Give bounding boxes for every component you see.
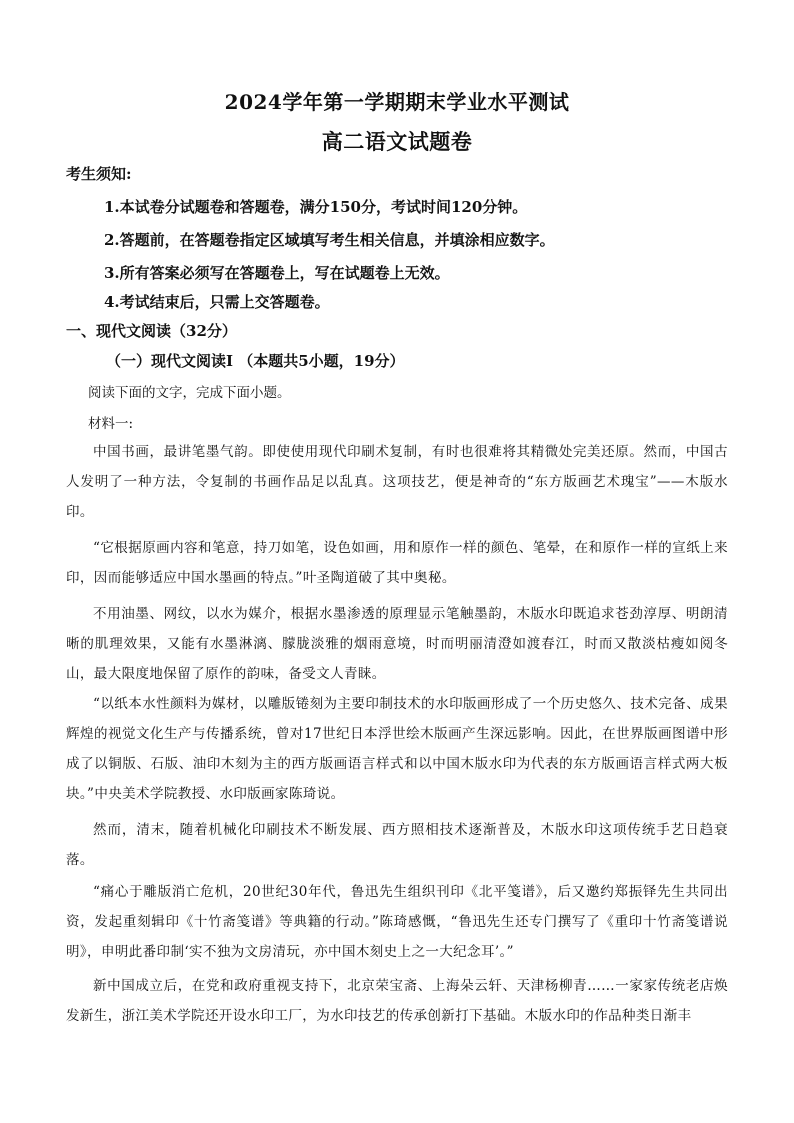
body-paragraph: “以纸本水性颜料为媒材，以雕版锩刻为主要印制技术的水印版画形成了一个历史悠久、技术完备、成果辉煌的视觉文化生产与传播系统，曾对17世纪日本浮世绘木版画产生深远影响。因此，在世界版画图谱中形成了以铜版、石版、油印木刻为主的西方版画语言样式和以中国木版水印为代表的东方版画语言样式两大板块。”中央美术学院教授、水印版画家陈琦说。 (66, 696, 728, 802)
subsection-heading: （一）现代文阅读Ⅰ （本题共5小题，19分） (106, 352, 405, 370)
notice-item: 3.所有答案必须写在答题卷上，写在试题卷上无效。 (104, 264, 450, 282)
body-paragraph: 不用油墨、网纹，以水为媒介，根据水墨渗透的原理显示笔触墨韵，木版水印既追求苍劲淳厚、明朗清晰的肌理效果，又能有水墨淋漓、朦胧淡雅的烟雨意境，时而明丽清澄如渡春江，时而又散淡枯瘦如阅冬山，最大限度地保留了原作的韵味，备受文人青睐。 (66, 606, 728, 682)
body-paragraph: 新中国成立后，在党和政府重视支持下，北京荣宝斋、上海朵云轩、天津杨柳青……一家家传统老店焕发新生，浙江美术学院还开设水印工厂，为水印技艺的传承创新打下基础。木版水印的作品种类日渐丰 (66, 978, 728, 1024)
body-paragraph: 中国书画，最讲笔墨气韵。即使使用现代印刷术复制，有时也很难将其精微处完美还原。然而，中国古人发明了一种方法，令复制的书画作品足以乱真。这项技艺，便是神奇的“东方版画艺术瑰宝”——木版水印。 (66, 444, 728, 520)
reading-instruction: 阅读下面的文字，完成下面小题。 (88, 385, 291, 401)
exam-title: 2024学年第一学期期末学业水平测试 (224, 90, 570, 114)
body-paragraph: “痛心于雕版消亡危机，20世纪30年代，鲁迅先生组织刊印《北平笺谱》，后又邀约郑振铎先生共同出资，发起重刻辑印《十竹斋笺谱》等典籍的行动。”陈琦感慨，“鲁迅先生还专门撰写了《重印十竹斋笺谱说明》，申明此番印制‘实不独为文房清玩，亦中国木刻史上之一大纪念耳’。” (66, 884, 728, 960)
exam-subtitle: 高二语文试题卷 (321, 129, 473, 154)
section-heading: 一、现代文阅读（32分） (66, 322, 237, 340)
notice-item: 4.考试结束后，只需上交答题卷。 (104, 293, 330, 311)
notice-heading: 考生须知: (66, 165, 132, 183)
notice-item: 2.答题前，在答题卷指定区域填写考生相关信息，并填涂相应数字。 (104, 231, 555, 249)
body-paragraph: 然而，清末，随着机械化印刷技术不断发展、西方照相技术逐渐普及，木版水印这项传统手艺日趋衰落。 (66, 822, 728, 868)
notice-item: 1.本试卷分试题卷和答题卷，满分150分，考试时间120分钟。 (104, 198, 528, 216)
material-label: 材料一: (88, 416, 134, 432)
body-paragraph: “它根据原画内容和笔意，持刀如笔，设色如画，用和原作一样的颜色、笔晕，在和原作一样的宣纸上来印，因而能够适应中国水墨画的特点。”叶圣陶道破了其中奥秘。 (66, 540, 728, 586)
